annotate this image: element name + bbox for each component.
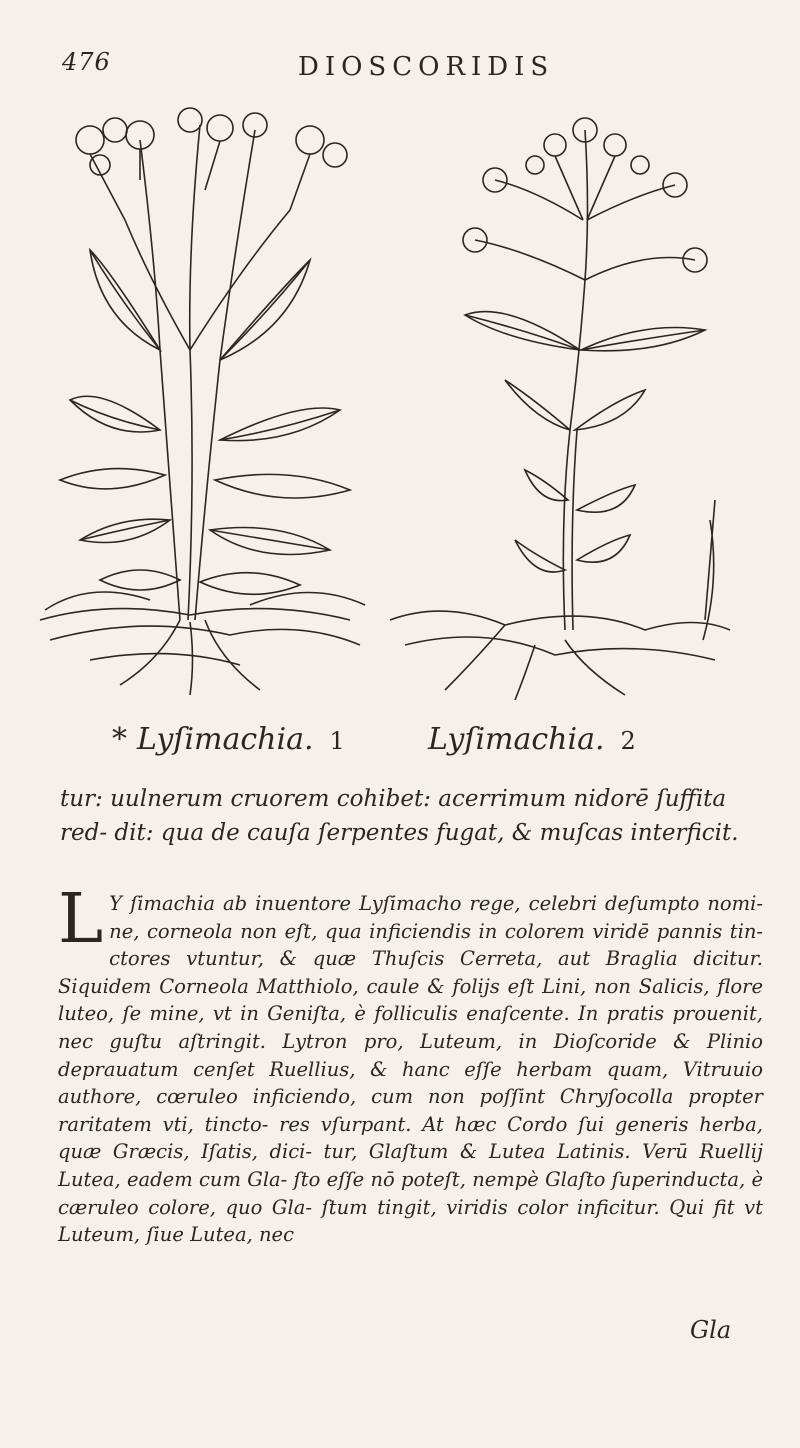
catchword: Gla [690,1316,732,1344]
figure-number: 1 [329,727,345,755]
figure-caption-text: Lyſimachia. [137,722,314,757]
page-number: 476 [62,48,111,76]
figure-caption-1 [112,722,345,757]
running-head: DIOSCORIDIS [298,52,555,82]
carryover-paragraph: tur: uulnerum cruorem cohibet: acerrimum nidorē ſuffita red- dit: qua de cauſa ſerpentes fugat, & muſcas interficit. [60,786,739,846]
woodcut-lysimachia-2 [385,100,735,700]
figure-mark: * [112,722,127,757]
woodcut-lysimachia-1 [30,100,390,700]
figure-caption-text: Lyſimachia. [428,722,605,757]
figure-caption-2 [428,722,636,757]
drop-capital: L [58,880,104,959]
commentary-paragraph [58,880,763,1249]
figure-number: 2 [620,727,636,755]
commentary-text: Y ſimachia ab inuentore Lyſimacho rege, celebri deſumpto nomi- ne, corneola non eſt, qua inficiendis in colorem viridē pannis tin- ctores vtuntur, & quæ Thuſcis Cerreta, aut Braglia dicitur. Siquidem Corneola Matthiolo, caule & folijs eſt Lini, non Salicis, flore luteo, ſe mine, vt in Geniſta, è folliculis enaſcente. In pratis prouenit, nec guſtu aſtringit. Lytron pro, Luteum, in Dioſcoride & Plinio deprauatum cenſet Ruellius, & hanc eſſe herbam quam, Vitruuio authore, cœruleo inficiendo, cum non poſſint Chryſocolla propter raritatem vti, tincto- res vſurpant. At hæc Cordo ſui generis herba, quæ Græcis, Iſatis, dici- tur, Glaſtum & Lutea Latinis. Verū Ruellij Lutea, eadem cum Gla- ſto eſſe nō poteſt, nempè Glaſto ſuperinducta, è cæruleo colore, quo Gla- ſtum tingit, viridis color inficitur. Qui fit vt Luteum, ſiue Lutea, nec [58,892,763,1247]
